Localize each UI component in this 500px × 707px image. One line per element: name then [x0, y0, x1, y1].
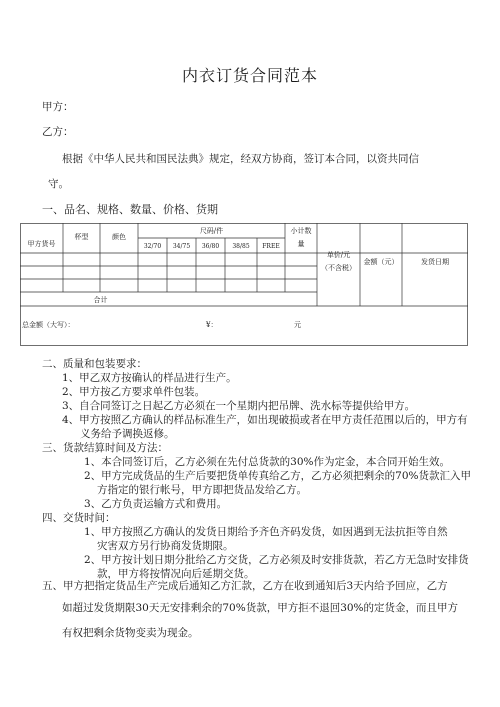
section-4-item-2-cont: 款，甲方将按情况向后延期交货。 [97, 568, 255, 580]
col-unit-price-line-1: 单价/元 [326, 251, 351, 259]
yen-symbol: ¥： [206, 321, 218, 329]
order-table [20, 223, 468, 346]
col-cup: 杯型 [74, 233, 89, 241]
document-title: 内衣订货合同范本 [181, 66, 318, 85]
yuan-unit: 元 [294, 321, 301, 329]
section-5-line-2: 如超过发货期限30天无安排剩余的70%货款，甲方拒不退回30%的定货金，而且甲方 [62, 602, 459, 614]
party-b-label: 乙方： [42, 126, 74, 138]
section-1-heading: 一、品名、规格、数量、价格、货期 [42, 203, 218, 216]
size-col-1: 32/70 [143, 243, 162, 250]
col-unit-price-line-2: （不含税） [321, 264, 356, 272]
intro-line-1: 根据《中华人民共和国民法典》规定，经双方协商，签订本合同，以资共同信 [62, 153, 419, 165]
section-3-heading: 三、货款结算时间及方法： [42, 442, 168, 454]
size-col-2: 34/75 [172, 243, 191, 250]
col-color: 颜色 [112, 233, 126, 241]
section-2-item-4: 4、甲方按照乙方确认的样品标准生产，如出现破损或者在甲方责任范围以后的，甲方有 [62, 414, 468, 426]
section-5-line-1: 五、甲方把指定货品生产完成后通知乙方汇款，乙方在收到通知后3天内给予回应，乙方 [42, 580, 448, 592]
section-4-item-1: 1、甲方按照乙方确认的发货日期给予齐色齐码发货，如因遇到无法抗拒等自然 [84, 526, 448, 538]
section-4-heading: 四、交货时间： [42, 512, 116, 524]
section-4-item-1-cont: 灾害双方另行协商发货期限。 [97, 540, 234, 552]
section-3-item-1: 1、本合同签订后，乙方必须在先付总货款的30%作为定金，本合同开始生效。 [84, 456, 451, 468]
section-4-item-2: 2、甲方按计划日期分批给乙方交货，乙方必须及时安排货款，若乙方无急时安排货 [84, 554, 469, 566]
col-subtotal-qty-line-1: 小计数 [290, 227, 312, 235]
section-2-heading: 二、质量和包装要求： [42, 358, 147, 370]
grand-total-label: 总金额（大写）： [22, 321, 75, 329]
col-item-no: 甲方货号 [27, 240, 56, 248]
section-2-item-1: 1、甲乙双方按确认的样品进行生产。 [62, 372, 237, 384]
col-delivery-date: 发货日期 [421, 258, 449, 266]
col-size-group: 尺码/件 [199, 227, 224, 235]
section-2-item-2: 2、甲方按乙方要求单件包装。 [62, 386, 206, 398]
section-2-item-3: 3、自合同签订之日起乙方必须在一个星期内把吊牌、洗水标等提供给甲方。 [62, 400, 416, 412]
size-col-4: 38/85 [232, 243, 250, 250]
intro-line-2: 守。 [48, 178, 69, 190]
size-col-3: 36/80 [201, 243, 220, 250]
section-5-line-3: 有权把剩余货物变卖为现金。 [62, 627, 199, 639]
section-3-item-3: 3、乙方负责运输方式和费用。 [84, 498, 228, 510]
total-row-label: 合计 [93, 296, 108, 304]
section-3-item-2-cont: 方指定的银行帐号，甲方即把货品发给乙方。 [97, 484, 307, 496]
col-subtotal-qty-line-2: 量 [297, 240, 305, 248]
size-col-5: FREE [262, 243, 280, 250]
party-a-label: 甲方： [42, 101, 74, 113]
section-2-item-4-cont: 义务给予调换返修。 [80, 428, 175, 440]
col-amount: 金额（元） [363, 258, 399, 266]
section-3-item-2: 2、甲方完成货品的生产后要把货单传真给乙方，乙方必须把剩余的70%货款汇入甲 [84, 470, 472, 482]
